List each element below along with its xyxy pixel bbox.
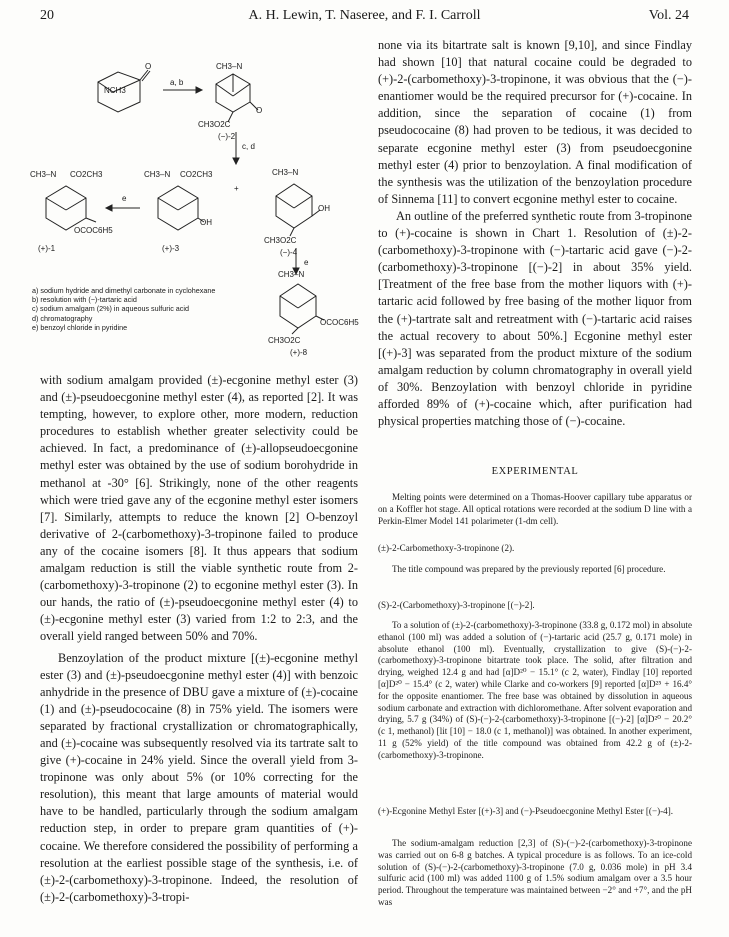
- experimental-para: [378, 620, 692, 762]
- right-column: [378, 37, 692, 430]
- label-p3-oh: OH: [200, 218, 212, 227]
- label-p8-ester: CH3O2C: [268, 336, 301, 345]
- label-p3-nme: CH3–N: [144, 170, 171, 179]
- label-m4-nme: CH3–N: [272, 168, 299, 177]
- paragraph: with sodium amalgam provided (±)-ecgonine methyl ester (3) and (±)-pseudoecgonine methyl ester (4), as reported [2]. It was tempting, however, to explore other, more modern, reduction procedures to establish whether greater selectivity could be achieved. In fact, a predominance of (±)-allopseudoecgonine methyl ester was obtained by the use of sodium borohydride in methanol at -30° [6]. Strikingly, none of the other reagents which were tried gave any of the ecgonine methyl ester isomers [7]. Similarly, attempts to reduce the known [2] O-benzoyl derivative of 2-(carbomethoxy)-3-tropinone failed to produce any of the cocaine isomers [8]. It thus appears that sodium amalgam reduction is still the viable synthetic route from 2-(carbomethoxy)-3-tropinone (2) to ecgonine methyl ester (3). In our hands, the ratio of (±)-pseudoecgonine methyl ester (4) to (±)-ecgonine methyl ester (3) varied from 1:2 to 2:3, and the overall yield ranged between 50% and 70%.: [40, 373, 358, 644]
- legend-item: d) chromatography: [32, 313, 93, 323]
- cmpd-p3-label: (+)-3: [162, 244, 180, 253]
- cmpd-m4-label: (−)-4: [280, 248, 298, 257]
- step-e2-label: e: [304, 258, 309, 267]
- legend-item: a) sodium hydride and dimethyl carbonate in cyclohexane: [32, 286, 216, 295]
- running-header-authors: A. H. Lewin, T. Naseree, and F. I. Carroll: [248, 8, 481, 23]
- subsection-heading: (S)-2-(Carbomethoxy)-3-tropinone [(−)-2].: [378, 600, 535, 610]
- label-p3-ester: CO2CH3: [180, 170, 213, 179]
- paragraph: none via its bitartrate salt is known [9,10], and since Findlay had shown [10] that natural cocaine could be degraded to (+)-2-(carbomethoxy)-3-tropinone, it was obvious that the (−)-enantiomer would be the required precursor for (+)-cocaine. In addition, since the separation of cocaine (1) from pseudococaine (8) had proven to be tedious, it was decided to separate ecgonine methyl ester (3) from pseudoecgonine methyl ester (4) prior to benzoylation. A final modification of the synthesis was the utilization of the benzoylation procedure of Sinnema [11] to convert ecgonine methyl ester to cocaine.: [378, 38, 692, 206]
- experimental-para: [378, 564, 692, 576]
- running-header: [40, 8, 689, 30]
- subsection-heading: (±)-2-Carbomethoxy-3-tropinone (2).: [378, 543, 515, 553]
- cmpd-m2-label: (−)-2: [218, 132, 236, 141]
- cmpd-p8-label: (+)-8: [290, 348, 308, 357]
- legend-item: e) benzoyl chloride in pyridine: [32, 322, 128, 332]
- section-title-experimental: EXPERIMENTAL: [491, 466, 579, 477]
- label-ketone-o: O: [145, 62, 152, 71]
- label-m2-o: O: [256, 106, 263, 115]
- paragraph: The sodium-amalgam reduction [2,3] of (S)-(−)-2-(carbomethoxy)-3-tropinone was carried out on 6-8 g batches. A typical procedure is as follows. To an ice-cold solution of (S)-(−)-2-(carbomethoxy)-3-tropinone (7.0 g, 0.036 mole) in pH 3.4 sulfuric acid (100 ml) was added 1100 g of 1.5% sodium amalgam over a 3.5 hour period. Throughout the temperature was maintained between −2° and +7°, and the pH was: [378, 838, 692, 907]
- structure-cmpd-m2: [216, 74, 258, 122]
- structure-cmpd-p3: [158, 186, 204, 230]
- legend-item: b) resolution with (−)-tartaric acid: [32, 295, 137, 305]
- experimental-heading: [378, 543, 692, 555]
- subsection-heading: (+)-Ecgonine Methyl Ester [(+)-3] and (−)-Pseudoecgonine Methyl Ester [(−)-4].: [378, 806, 673, 816]
- paragraph: To a solution of (±)-2-(carbomethoxy)-3-tropinone (33.8 g, 0.172 mol) in absolute ethanol (100 ml) was added a solution of (−)-tartaric acid (25.7 g, 0.171 mole) in absolute ethanol (100 ml). Eventually, crystallization to give (S)-(−)-2-(carbomethoxy)-3-tropinone bitartrate took place. The solid, after filtration and drying, weighed 12.4 g and had [α]D²⁰ − 15.1° (c 2, water), Findlay [10] reported [α]D²⁰ − 15.4° (c 2, water) while Clarke and co-workers [9] reported [α]D²⁵ + 16.4° for the opposite enantiomer. The free base was obtained by dissolution in aqueous sodium carbonate and extraction with dichloromethane. After solvent evaporation and drying, 5.7 g (34%) of (S)-(−)-2-(carbomethoxy)-3-tropinone [(−)-2] [α]D²⁰ − 20.2° (c 1, methanol) [lit [10] − 18.0 (c 1, methanol)] was obtained. In another experiment, 11 g (52% yield) of the title compound was obtained from 42.2 g of (±)-2-(carbomethoxy)-3-tropinone.: [378, 620, 692, 760]
- journal-volume: Vol. 24: [648, 8, 689, 23]
- step-cd-label: c, d: [242, 142, 255, 151]
- experimental-heading: [378, 806, 692, 818]
- experimental-intro: [378, 492, 692, 527]
- label-p1-nme: CH3–N: [30, 170, 57, 179]
- label-p8-nme: CH3–N: [278, 270, 305, 279]
- scheme-plus: +: [234, 184, 239, 193]
- step-e1-label: e: [122, 194, 127, 203]
- paragraph: An outline of the preferred synthetic route from 3-tropinone to (+)-cocaine is shown in Chart 1. Resolution of (±)-2-(carbomethoxy)-3-tropinone with (−)-tartaric acid gave (−)-2-(carbomethoxy)-3-tropinone [(−)-2] in about 35% yield. [Treatment of the free base from the mother liquors with (+)-tartaric acid followed by free basing of the mother liquor from the (+)-tartrate salt and retreatment with (−)-tartaric acid raises the actual recovery to about 50%.] Ecgonine methyl ester [(+)-3] was separated from the product mixture of the sodium amalgam reduction by column chromatography in overall yield of 30%. Benzoylation with benzoyl chloride in pyridine afforded 89% of (+)-cocaine which, after purification had physical properties matching those of (−)-cocaine.: [378, 208, 692, 429]
- experimental-heading: [378, 600, 692, 612]
- label-m2-ester: CH3O2C: [198, 120, 231, 129]
- label-m4-oh: OH: [318, 204, 330, 213]
- paragraph: Benzoylation of the product mixture [(±)-ecgonine methyl ester (3) and (±)-pseudoecgonine methyl ester (4)] with benzoic anhydride in the presence of DBU gave a mixture of (±)-cocaine (1) and (±)-pseudococaine (8) in 75% yield. The isomers were separated by fractional crystallization or chromatographically, and (±)-cocaine was subsequently resolved via its tartrate salt to give (+)-cocaine in 24% yield. Since the overall yield from 3-tropinone was only about 5% (or 10% correcting for the resolution), this meant that large amounts of material would have to be handled, particularly through the sodium amalgam reduction step, in order to prepare gram quantities of (+)-cocaine. We therefore considered the possibility of performing a resolution at the earliest possible stage of the synthesis, i.e. of (±)-2-(carbomethoxy)-3-tropinone. Indeed, the resolution of (±)-2-(carbomethoxy)-3-tropi-: [40, 650, 358, 904]
- paragraph: The title compound was prepared by the previously reported [6] procedure.: [392, 564, 666, 574]
- left-column: [40, 372, 358, 906]
- structure-cmpd-p8: [280, 284, 324, 334]
- page-number: 20: [40, 8, 54, 23]
- step-ab-label: a, b: [170, 78, 184, 87]
- structure-cmpd-p1: [46, 186, 96, 230]
- experimental-para: [378, 838, 692, 909]
- label-p1-ester: CO2CH3: [70, 170, 103, 179]
- cmpd-p1-label: (+)-1: [38, 244, 56, 253]
- structure-cmpd-m4: [276, 184, 320, 236]
- label-p8-obz: OCOC6H5: [320, 318, 359, 327]
- reaction-scheme: [28, 40, 388, 360]
- scheme-legend: [32, 286, 215, 332]
- paragraph: Melting points were determined on a Thomas-Hoover capillary tube apparatus or on a Koffler hot stage. All optical rotations were recorded at the sodium D line with a Perkin-Elmer Model 141 polarimeter (1-dm cell).: [378, 492, 692, 526]
- label-m2-nme: CH3–N: [216, 62, 243, 71]
- label-nch3: NCH3: [104, 86, 126, 95]
- legend-item: c) sodium amalgam (2%) in aqueous sulfuric acid: [32, 304, 189, 314]
- label-m4-ester: CH3O2C: [264, 236, 297, 245]
- label-p1-obz: OCOC6H5: [74, 226, 113, 235]
